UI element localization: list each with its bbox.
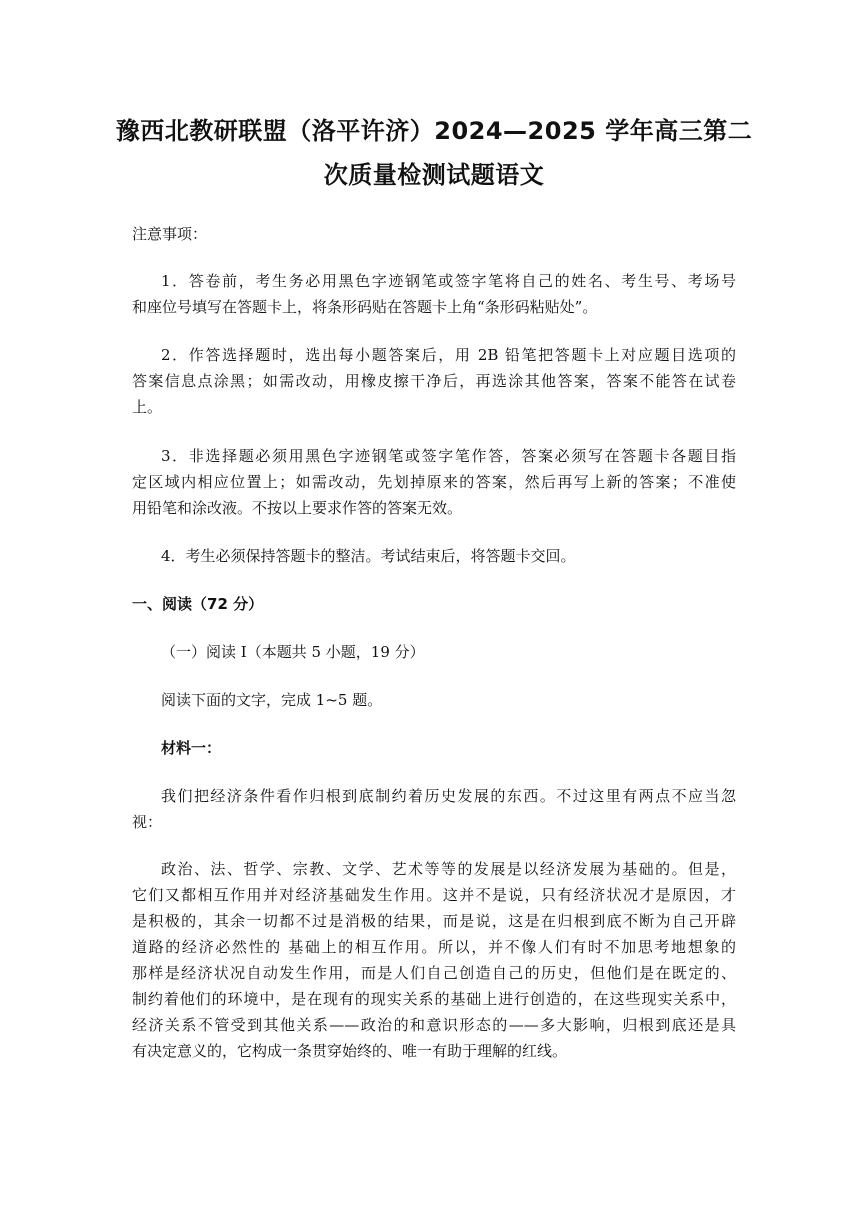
material-para-2-line-3: 是积极的，其余一切都不过是消极的结果，而是说，这是在归根到底不断为自己开辟 xyxy=(132,912,736,930)
notice-heading: 注意事项： xyxy=(132,225,208,243)
notice-item-2-line-2: 答案信息点涂黑；如需改动，用橡皮擦干净后，再选涂其他答案，答案不能答在试卷 xyxy=(132,372,736,390)
notice-item-4: 4．考生必须保持答题卡的整洁。考试结束后，将答题卡交回。 xyxy=(161,547,576,565)
material-para-2-line-1: 政治、法、哲学、宗教、文学、艺术等等的发展是以经济发展为基础的。但是， xyxy=(161,860,736,878)
document-title-line-2: 次质量检测试题语文 xyxy=(323,161,545,189)
notice-item-2-line-3: 上。 xyxy=(132,398,163,416)
material-para-2-line-4: 道路的经济必然性的 基础上的相互作用。所以，并不像人们有时不加思考地想象的 xyxy=(132,938,736,956)
notice-item-3-line-1: 3．非选择题必须用黑色字迹钢笔或签字笔作答，答案必须写在答题卡各题目指 xyxy=(161,447,736,465)
material-1-label: 材料一： xyxy=(161,739,222,757)
part-1-heading: （一）阅读 I（本题共 5 小题，19 分） xyxy=(161,643,425,661)
material-para-2-line-7: 经济关系不管受到其他关系——政治的和意识形态的——多大影响，归根到底还是具 xyxy=(132,1016,736,1034)
section-1-heading: 一、阅读（72 分） xyxy=(132,595,264,613)
material-para-1-line-1: 我们把经济条件看作归根到底制约着历史发展的东西。不过这里有两点不应当忽 xyxy=(161,787,736,805)
notice-item-2-line-1: 2．作答选择题时，选出每小题答案后，用 2B 铅笔把答题卡上对应题目选项的 xyxy=(161,346,736,364)
material-para-2-line-5: 那样是经济状况自动发生作用，而是人们自己创造自己的历史，但他们是在既定的、 xyxy=(132,964,736,982)
material-para-1-line-2: 视： xyxy=(132,813,163,831)
notice-item-1-line-2: 和座位号填写在答题卡上，将条形码贴在答题卡上角“条形码粘贴处”。 xyxy=(132,298,598,316)
notice-item-3-line-2: 定区域内相应位置上；如需改动，先划掉原来的答案，然后再写上新的答案；不准使 xyxy=(132,473,736,491)
reading-instruction: 阅读下面的文字，完成 1~5 题。 xyxy=(161,691,383,709)
document-title-line-1: 豫西北教研联盟（洛平许济）2024—2025 学年高三第二 xyxy=(115,117,753,145)
material-para-2-line-6: 制约着他们的环境中，是在现有的现实关系的基础上进行创造的，在这些现实关系中， xyxy=(132,990,736,1008)
notice-item-3-line-3: 用铅笔和涂改液。不按以上要求作答的答案无效。 xyxy=(132,499,463,517)
material-para-2-line-2: 它们又都相互作用并对经济基础发生作用。这并不是说，只有经济状况才是原因，才 xyxy=(132,886,736,904)
notice-item-1-line-1: 1．答卷前，考生务必用黑色字迹钢笔或签字笔将自己的姓名、考生号、考场号 xyxy=(161,272,736,290)
material-para-2-line-8: 有决定意义的，它构成一条贯穿始终的、唯一有助于理解的红线。 xyxy=(132,1042,568,1060)
